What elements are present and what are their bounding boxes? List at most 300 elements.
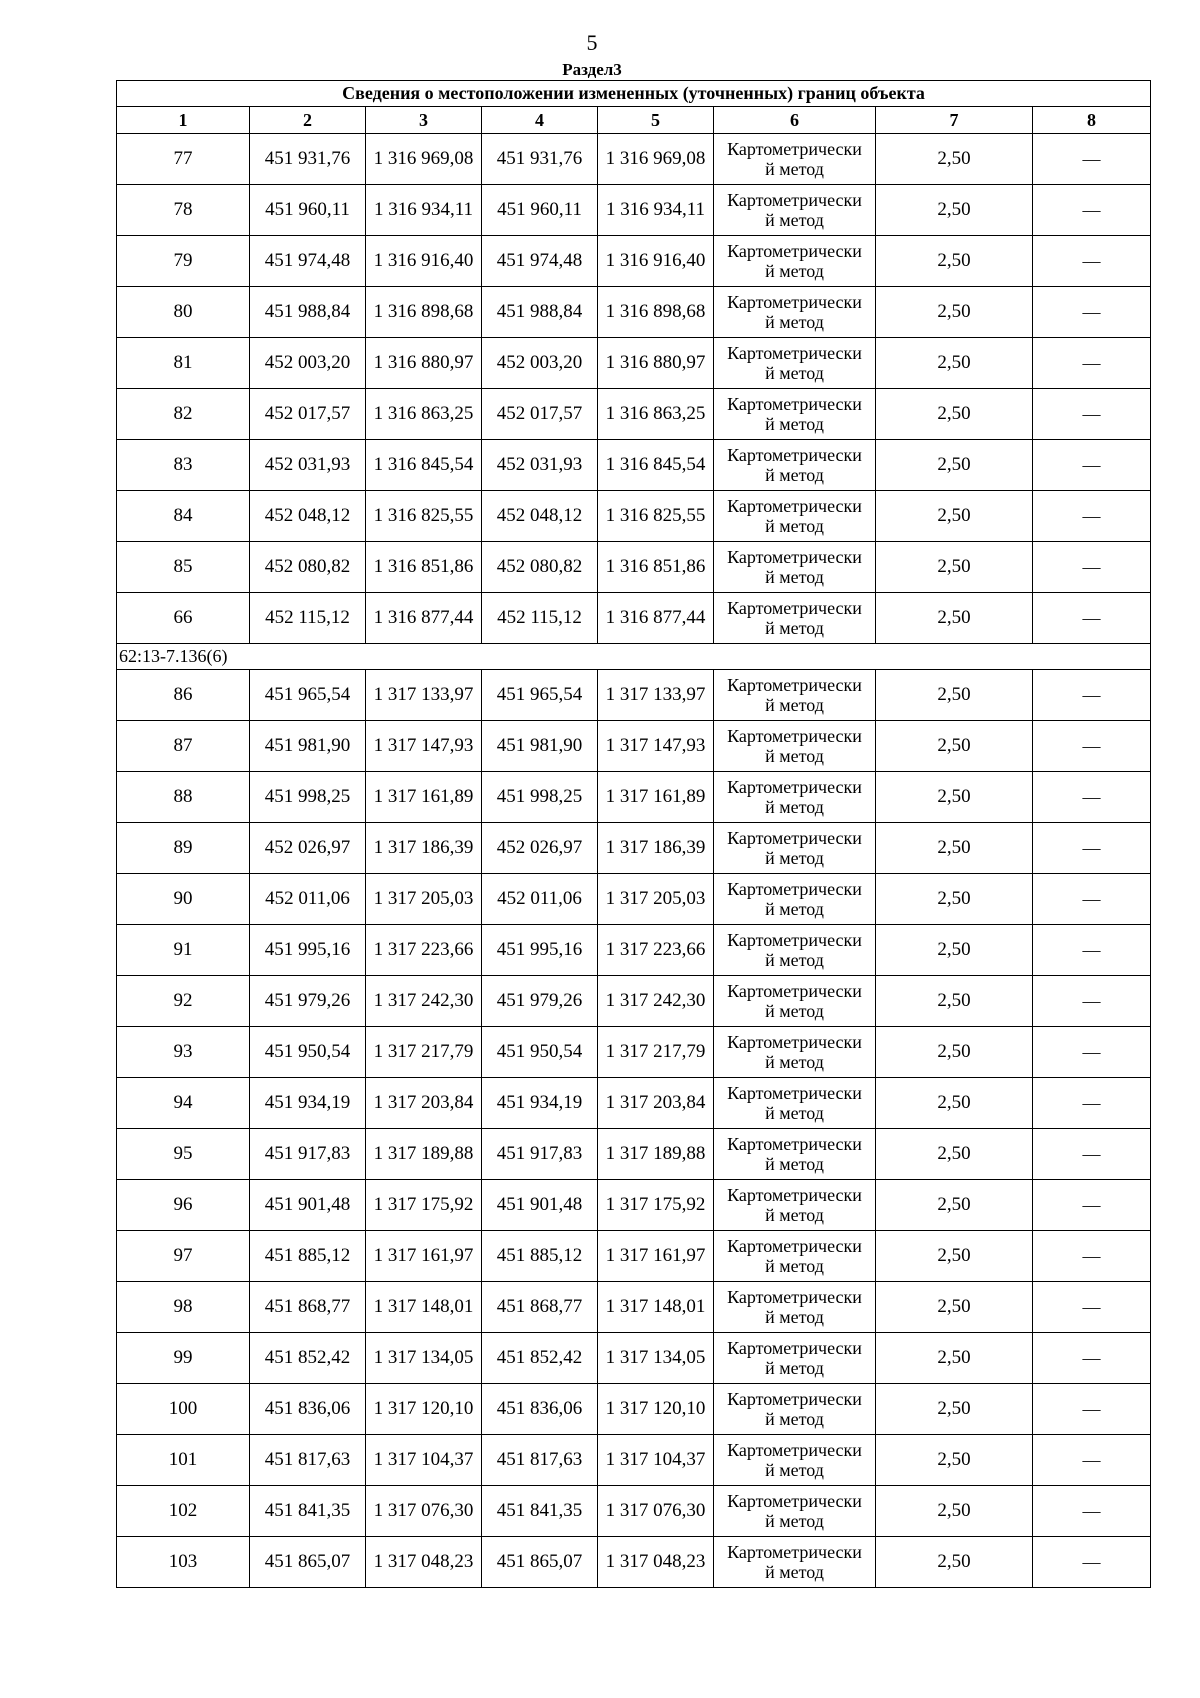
x-old-cell: 451 817,63 [250, 1435, 366, 1486]
y-old-cell: 1 316 877,44 [366, 593, 482, 644]
x-new-cell: 451 852,42 [482, 1333, 598, 1384]
y-old-cell: 1 317 133,97 [366, 670, 482, 721]
accuracy-cell: 2,50 [876, 287, 1033, 338]
table-row [117, 1333, 1151, 1384]
method-cell [714, 1180, 876, 1231]
y-new-cell: 1 316 898,68 [598, 287, 714, 338]
x-old-cell: 452 026,97 [250, 823, 366, 874]
table-row [117, 772, 1151, 823]
y-new-cell: 1 317 147,93 [598, 721, 714, 772]
y-new-cell: 1 316 916,40 [598, 236, 714, 287]
x-new-cell: 452 048,12 [482, 491, 598, 542]
description-cell: — [1033, 440, 1151, 491]
method-text-line1: Картометрически [727, 1287, 862, 1307]
method-cell [714, 287, 876, 338]
method-text-line2: й метод [765, 159, 824, 179]
method-cell [714, 772, 876, 823]
x-new-cell: 451 868,77 [482, 1282, 598, 1333]
x-old-cell: 451 868,77 [250, 1282, 366, 1333]
accuracy-cell: 2,50 [876, 1537, 1033, 1588]
column-number: 6 [714, 107, 876, 134]
column-number: 3 [366, 107, 482, 134]
accuracy-cell: 2,50 [876, 542, 1033, 593]
method-cell [714, 823, 876, 874]
description-cell: — [1033, 670, 1151, 721]
column-number: 4 [482, 107, 598, 134]
y-new-cell: 1 317 203,84 [598, 1078, 714, 1129]
table-row [117, 542, 1151, 593]
accuracy-cell: 2,50 [876, 976, 1033, 1027]
description-cell: — [1033, 542, 1151, 593]
description-cell: — [1033, 721, 1151, 772]
accuracy-cell: 2,50 [876, 185, 1033, 236]
description-cell: — [1033, 1486, 1151, 1537]
method-text-line2: й метод [765, 1205, 824, 1225]
description-cell: — [1033, 593, 1151, 644]
method-cell [714, 1435, 876, 1486]
group-row [117, 644, 1151, 670]
point-number-cell: 86 [117, 670, 250, 721]
method-text-line2: й метод [765, 695, 824, 715]
description-cell: — [1033, 1435, 1151, 1486]
y-old-cell: 1 317 186,39 [366, 823, 482, 874]
description-cell: — [1033, 134, 1151, 185]
y-new-cell: 1 317 161,97 [598, 1231, 714, 1282]
table-row [117, 1027, 1151, 1078]
y-old-cell: 1 317 217,79 [366, 1027, 482, 1078]
method-text-line1: Картометрически [727, 1338, 862, 1358]
y-old-cell: 1 316 969,08 [366, 134, 482, 185]
method-cell [714, 185, 876, 236]
y-new-cell: 1 317 223,66 [598, 925, 714, 976]
coordinates-table [116, 80, 1151, 1588]
table-row [117, 440, 1151, 491]
method-text-line1: Картометрически [727, 1389, 862, 1409]
method-cell [714, 389, 876, 440]
accuracy-cell: 2,50 [876, 1129, 1033, 1180]
point-number-cell: 85 [117, 542, 250, 593]
method-text-line2: й метод [765, 797, 824, 817]
method-text-line2: й метод [765, 312, 824, 332]
method-text-line2: й метод [765, 465, 824, 485]
x-new-cell: 452 031,93 [482, 440, 598, 491]
table-row [117, 134, 1151, 185]
x-old-cell: 451 988,84 [250, 287, 366, 338]
y-old-cell: 1 316 863,25 [366, 389, 482, 440]
accuracy-cell: 2,50 [876, 1486, 1033, 1537]
x-old-cell: 451 995,16 [250, 925, 366, 976]
method-cell [714, 593, 876, 644]
y-new-cell: 1 317 189,88 [598, 1129, 714, 1180]
method-text-line1: Картометрически [727, 1542, 862, 1562]
x-old-cell: 452 080,82 [250, 542, 366, 593]
x-old-cell: 451 931,76 [250, 134, 366, 185]
method-text-line1: Картометрически [727, 675, 862, 695]
description-cell: — [1033, 1282, 1151, 1333]
method-cell [714, 1078, 876, 1129]
x-old-cell: 451 885,12 [250, 1231, 366, 1282]
x-new-cell: 451 965,54 [482, 670, 598, 721]
column-number: 2 [250, 107, 366, 134]
y-new-cell: 1 316 825,55 [598, 491, 714, 542]
y-old-cell: 1 317 203,84 [366, 1078, 482, 1129]
x-old-cell: 451 901,48 [250, 1180, 366, 1231]
table-row [117, 670, 1151, 721]
method-cell [714, 1027, 876, 1078]
table-row [117, 1078, 1151, 1129]
method-text-line2: й метод [765, 1358, 824, 1378]
accuracy-cell: 2,50 [876, 1231, 1033, 1282]
method-text-line1: Картометрически [727, 190, 862, 210]
method-text-line1: Картометрически [727, 1083, 862, 1103]
table-row [117, 1231, 1151, 1282]
point-number-cell: 94 [117, 1078, 250, 1129]
y-old-cell: 1 316 934,11 [366, 185, 482, 236]
accuracy-cell: 2,50 [876, 236, 1033, 287]
method-text-line2: й метод [765, 1307, 824, 1327]
x-old-cell: 451 979,26 [250, 976, 366, 1027]
method-cell [714, 1129, 876, 1180]
y-old-cell: 1 317 189,88 [366, 1129, 482, 1180]
column-number: 5 [598, 107, 714, 134]
method-cell [714, 1282, 876, 1333]
x-old-cell: 451 841,35 [250, 1486, 366, 1537]
point-number-cell: 96 [117, 1180, 250, 1231]
table-row [117, 721, 1151, 772]
x-new-cell: 452 026,97 [482, 823, 598, 874]
table-row [117, 1129, 1151, 1180]
x-old-cell: 452 031,93 [250, 440, 366, 491]
point-number-cell: 80 [117, 287, 250, 338]
y-old-cell: 1 317 076,30 [366, 1486, 482, 1537]
x-old-cell: 451 950,54 [250, 1027, 366, 1078]
x-new-cell: 451 901,48 [482, 1180, 598, 1231]
y-new-cell: 1 317 048,23 [598, 1537, 714, 1588]
y-old-cell: 1 316 845,54 [366, 440, 482, 491]
table-row [117, 976, 1151, 1027]
point-number-cell: 88 [117, 772, 250, 823]
point-number-cell: 66 [117, 593, 250, 644]
method-text-line1: Картометрически [727, 343, 862, 363]
method-text-line1: Картометрически [727, 828, 862, 848]
table-row [117, 1282, 1151, 1333]
description-cell: — [1033, 823, 1151, 874]
method-cell [714, 1486, 876, 1537]
method-text-line2: й метод [765, 1154, 824, 1174]
method-text-line1: Картометрически [727, 139, 862, 159]
method-cell [714, 440, 876, 491]
table-row [117, 389, 1151, 440]
y-new-cell: 1 316 877,44 [598, 593, 714, 644]
point-number-cell: 91 [117, 925, 250, 976]
table-row [117, 338, 1151, 389]
method-text-line2: й метод [765, 1460, 824, 1480]
method-text-line2: й метод [765, 618, 824, 638]
x-old-cell: 451 981,90 [250, 721, 366, 772]
point-number-cell: 99 [117, 1333, 250, 1384]
method-cell [714, 134, 876, 185]
method-cell [714, 874, 876, 925]
x-new-cell: 451 865,07 [482, 1537, 598, 1588]
x-new-cell: 451 950,54 [482, 1027, 598, 1078]
accuracy-cell: 2,50 [876, 1435, 1033, 1486]
x-new-cell: 451 817,63 [482, 1435, 598, 1486]
accuracy-cell: 2,50 [876, 1180, 1033, 1231]
y-new-cell: 1 317 186,39 [598, 823, 714, 874]
table-row [117, 823, 1151, 874]
method-text-line1: Картометрически [727, 1134, 862, 1154]
x-new-cell: 451 917,83 [482, 1129, 598, 1180]
y-old-cell: 1 317 147,93 [366, 721, 482, 772]
y-old-cell: 1 317 134,05 [366, 1333, 482, 1384]
y-new-cell: 1 317 161,89 [598, 772, 714, 823]
x-new-cell: 451 836,06 [482, 1384, 598, 1435]
method-text-line2: й метод [765, 950, 824, 970]
x-old-cell: 452 017,57 [250, 389, 366, 440]
accuracy-cell: 2,50 [876, 1384, 1033, 1435]
y-new-cell: 1 317 175,92 [598, 1180, 714, 1231]
table-row [117, 1435, 1151, 1486]
point-number-cell: 101 [117, 1435, 250, 1486]
point-number-cell: 89 [117, 823, 250, 874]
y-new-cell: 1 316 880,97 [598, 338, 714, 389]
x-old-cell: 451 917,83 [250, 1129, 366, 1180]
method-text-line2: й метод [765, 261, 824, 281]
column-number-row [117, 107, 1151, 134]
method-cell [714, 542, 876, 593]
method-cell [714, 1537, 876, 1588]
accuracy-cell: 2,50 [876, 772, 1033, 823]
point-number-cell: 100 [117, 1384, 250, 1435]
y-new-cell: 1 317 133,97 [598, 670, 714, 721]
method-text-line2: й метод [765, 1001, 824, 1021]
method-text-line2: й метод [765, 1052, 824, 1072]
table-row [117, 1384, 1151, 1435]
table-row [117, 1486, 1151, 1537]
description-cell: — [1033, 1078, 1151, 1129]
point-number-cell: 84 [117, 491, 250, 542]
point-number-cell: 97 [117, 1231, 250, 1282]
method-text-line2: й метод [765, 746, 824, 766]
y-new-cell: 1 316 863,25 [598, 389, 714, 440]
method-text-line1: Картометрически [727, 777, 862, 797]
method-text-line1: Картометрически [727, 1440, 862, 1460]
method-text-line2: й метод [765, 363, 824, 383]
x-new-cell: 452 011,06 [482, 874, 598, 925]
method-cell [714, 925, 876, 976]
method-text-line2: й метод [765, 1256, 824, 1276]
point-number-cell: 90 [117, 874, 250, 925]
description-cell: — [1033, 236, 1151, 287]
accuracy-cell: 2,50 [876, 925, 1033, 976]
accuracy-cell: 2,50 [876, 874, 1033, 925]
x-new-cell: 451 979,26 [482, 976, 598, 1027]
point-number-cell: 77 [117, 134, 250, 185]
description-cell: — [1033, 1231, 1151, 1282]
accuracy-cell: 2,50 [876, 491, 1033, 542]
method-text-line2: й метод [765, 848, 824, 868]
description-cell: — [1033, 1027, 1151, 1078]
x-new-cell: 451 998,25 [482, 772, 598, 823]
accuracy-cell: 2,50 [876, 389, 1033, 440]
point-number-cell: 92 [117, 976, 250, 1027]
table-body [117, 134, 1151, 1588]
page-number: 5 [586, 30, 598, 55]
description-cell: — [1033, 1333, 1151, 1384]
y-new-cell: 1 316 845,54 [598, 440, 714, 491]
y-old-cell: 1 317 242,30 [366, 976, 482, 1027]
table-row [117, 925, 1151, 976]
y-new-cell: 1 317 242,30 [598, 976, 714, 1027]
description-cell: — [1033, 1129, 1151, 1180]
y-new-cell: 1 317 120,10 [598, 1384, 714, 1435]
method-text-line2: й метод [765, 210, 824, 230]
table-row [117, 593, 1151, 644]
accuracy-cell: 2,50 [876, 670, 1033, 721]
accuracy-cell: 2,50 [876, 721, 1033, 772]
y-new-cell: 1 316 934,11 [598, 185, 714, 236]
x-old-cell: 451 934,19 [250, 1078, 366, 1129]
method-text-line1: Картометрически [727, 598, 862, 618]
point-number-cell: 95 [117, 1129, 250, 1180]
description-cell: — [1033, 185, 1151, 236]
method-text-line1: Картометрически [727, 1185, 862, 1205]
method-cell [714, 976, 876, 1027]
method-cell [714, 721, 876, 772]
y-new-cell: 1 316 851,86 [598, 542, 714, 593]
point-number-cell: 83 [117, 440, 250, 491]
y-old-cell: 1 317 120,10 [366, 1384, 482, 1435]
table-row [117, 491, 1151, 542]
table-row [117, 874, 1151, 925]
accuracy-cell: 2,50 [876, 134, 1033, 185]
y-old-cell: 1 317 161,89 [366, 772, 482, 823]
description-cell: — [1033, 338, 1151, 389]
description-cell: — [1033, 1537, 1151, 1588]
x-new-cell: 451 995,16 [482, 925, 598, 976]
method-text-line1: Картометрически [727, 241, 862, 261]
point-number-cell: 87 [117, 721, 250, 772]
description-cell: — [1033, 925, 1151, 976]
description-cell: — [1033, 1180, 1151, 1231]
y-new-cell: 1 317 205,03 [598, 874, 714, 925]
y-new-cell: 1 316 969,08 [598, 134, 714, 185]
method-cell [714, 1333, 876, 1384]
x-old-cell: 451 836,06 [250, 1384, 366, 1435]
method-cell [714, 491, 876, 542]
accuracy-cell: 2,50 [876, 1333, 1033, 1384]
group-label: 62:13-7.136(6) [117, 644, 1151, 670]
method-text-line1: Картометрически [727, 1032, 862, 1052]
method-text-line1: Картометрически [727, 547, 862, 567]
method-cell [714, 670, 876, 721]
method-cell [714, 236, 876, 287]
point-number-cell: 98 [117, 1282, 250, 1333]
method-text-line1: Картометрически [727, 496, 862, 516]
description-cell: — [1033, 491, 1151, 542]
column-number: 7 [876, 107, 1033, 134]
x-new-cell: 451 981,90 [482, 721, 598, 772]
method-text-line1: Картометрически [727, 1236, 862, 1256]
y-old-cell: 1 316 825,55 [366, 491, 482, 542]
x-old-cell: 452 048,12 [250, 491, 366, 542]
method-text-line2: й метод [765, 414, 824, 434]
method-text-line1: Картометрически [727, 292, 862, 312]
method-text-line1: Картометрически [727, 1491, 862, 1511]
section-title: Раздел3 [562, 60, 622, 79]
point-number-cell: 103 [117, 1537, 250, 1588]
y-old-cell: 1 317 223,66 [366, 925, 482, 976]
method-text-line1: Картометрически [727, 879, 862, 899]
description-cell: — [1033, 389, 1151, 440]
point-number-cell: 102 [117, 1486, 250, 1537]
x-new-cell: 451 960,11 [482, 185, 598, 236]
point-number-cell: 78 [117, 185, 250, 236]
method-text-line1: Картометрически [727, 981, 862, 1001]
y-new-cell: 1 317 104,37 [598, 1435, 714, 1486]
x-new-cell: 452 003,20 [482, 338, 598, 389]
x-new-cell: 452 080,82 [482, 542, 598, 593]
table-row [117, 1180, 1151, 1231]
accuracy-cell: 2,50 [876, 1282, 1033, 1333]
y-new-cell: 1 317 217,79 [598, 1027, 714, 1078]
x-new-cell: 451 885,12 [482, 1231, 598, 1282]
accuracy-cell: 2,50 [876, 440, 1033, 491]
y-old-cell: 1 317 148,01 [366, 1282, 482, 1333]
method-cell [714, 1384, 876, 1435]
x-new-cell: 452 115,12 [482, 593, 598, 644]
table-row [117, 1537, 1151, 1588]
method-cell [714, 338, 876, 389]
method-text-line2: й метод [765, 899, 824, 919]
accuracy-cell: 2,50 [876, 1078, 1033, 1129]
method-text-line2: й метод [765, 1562, 824, 1582]
description-cell: — [1033, 287, 1151, 338]
y-new-cell: 1 317 148,01 [598, 1282, 714, 1333]
y-old-cell: 1 317 104,37 [366, 1435, 482, 1486]
column-number: 1 [117, 107, 250, 134]
x-new-cell: 451 988,84 [482, 287, 598, 338]
method-text-line1: Картометрически [727, 394, 862, 414]
table-row [117, 287, 1151, 338]
method-text-line1: Картометрически [727, 726, 862, 746]
y-old-cell: 1 316 898,68 [366, 287, 482, 338]
y-old-cell: 1 316 916,40 [366, 236, 482, 287]
accuracy-cell: 2,50 [876, 823, 1033, 874]
method-text-line2: й метод [765, 516, 824, 536]
column-number: 8 [1033, 107, 1151, 134]
x-old-cell: 451 865,07 [250, 1537, 366, 1588]
x-new-cell: 451 931,76 [482, 134, 598, 185]
x-old-cell: 451 852,42 [250, 1333, 366, 1384]
point-number-cell: 81 [117, 338, 250, 389]
x-old-cell: 451 974,48 [250, 236, 366, 287]
method-cell [714, 1231, 876, 1282]
method-text-line1: Картометрически [727, 930, 862, 950]
method-text-line2: й метод [765, 1511, 824, 1531]
x-new-cell: 451 841,35 [482, 1486, 598, 1537]
x-new-cell: 451 934,19 [482, 1078, 598, 1129]
description-cell: — [1033, 874, 1151, 925]
x-new-cell: 452 017,57 [482, 389, 598, 440]
x-new-cell: 451 974,48 [482, 236, 598, 287]
method-text-line1: Картометрически [727, 445, 862, 465]
table-caption: Сведения о местоположении измененных (уточненных) границ объекта [117, 81, 1151, 107]
y-old-cell: 1 317 161,97 [366, 1231, 482, 1282]
y-old-cell: 1 317 205,03 [366, 874, 482, 925]
accuracy-cell: 2,50 [876, 1027, 1033, 1078]
y-old-cell: 1 316 851,86 [366, 542, 482, 593]
